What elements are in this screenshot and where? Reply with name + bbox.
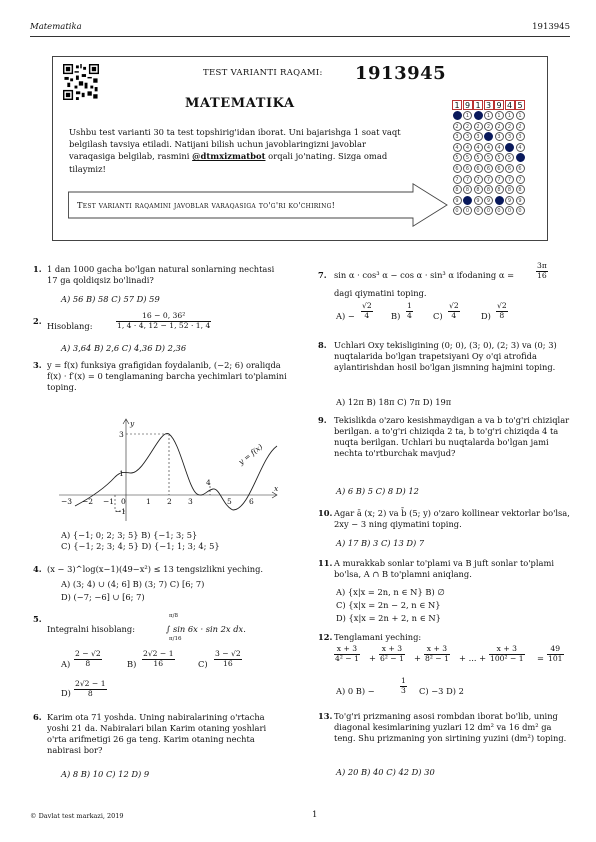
grid-bubble[interactable]: 1: [453, 111, 462, 120]
grid-bubble[interactable]: 2: [484, 122, 493, 131]
question-8: 8. Uchlari Oxy tekisligining (0; 0), (3; 0), (2; 3) va (0; 3) nuqtalarida bo'lgan trapetsiyani Oy o'qi atrofida aylantirishdan hosil bo'lgan jismning hajmini toping. A) 12π B) 18π C) 7π D) 19π: [318, 340, 574, 351]
q5-integral: ∫ sin 6x · sin 2x dx.: [166, 624, 246, 634]
graph-axis-x: x: [274, 484, 279, 493]
q13-text: To'g'ri prizmaning asosi rombdan iborat bo'lib, uning diagonal kesimlarining yuzlari 12 dm² va 16 dm² ga teng. Shu prizmaning yon sirtining yuzini (dm²) toping.: [334, 711, 567, 744]
graph-tick-x-5: 5: [227, 497, 232, 506]
grid-bubble[interactable]: 9: [505, 196, 514, 205]
grid-bubble[interactable]: 2: [453, 122, 462, 131]
grid-bubble[interactable]: 7: [505, 175, 514, 184]
q2-fraction: $\frac{\text{16 − 0, 36²}}{1, 4 \cdot 4, 12 - 1, 52 \cdot 1, 4}$: [117, 311, 211, 330]
grid-bubble[interactable]: 6: [505, 164, 514, 173]
header-subject: Matematika: [30, 22, 82, 32]
grid-bubble[interactable]: 3: [453, 132, 462, 141]
question-10: 10. Agar ā (x; 2) va b̄ (5; y) o'zaro kollinear vektorlar bo'lsa, 2xy − 3 ning qiymatini toping. A) 17 B) 3 C) 13 D) 7: [318, 508, 574, 519]
grid-bubble[interactable]: 5: [516, 153, 525, 162]
grid-bubble[interactable]: 4: [495, 143, 504, 152]
grid-bubble[interactable]: 6: [516, 164, 525, 173]
grid-bubble[interactable]: 6: [495, 164, 504, 173]
grid-bubble[interactable]: 1: [495, 111, 504, 120]
question-12: 12. Tenglamani yeching: $\frac{x + 3}{\text{4² − 1}}$ + $\frac{x + 3}{\text{6² − 1}}$ + $\frac{x + 3}{\text{8² − 1}}$ + ... + $\frac{x + 3}{\text{100² − 1}}$ = $\frac{49}{101}$ A) 0 B) − $\frac{1}{3}$ C) −3 D) 2: [318, 632, 563, 696]
grid-bubble[interactable]: 0: [484, 206, 493, 215]
grid-digit-header: 3: [484, 100, 494, 110]
question-5: 5. Integralni hisoblang: π/8 π/16 ∫ sin 6x · sin 2x dx.: [33, 613, 246, 642]
question-2: 2. Hisoblang: $\frac{\text{16 − 0, 36²}}{1, 4 \cdot 4, 12 - 1, 52 \cdot 1, 4}$ A) 3,64 B) 2,6 C) 4,36 D) 2,36: [33, 311, 211, 353]
subject-title: MATEMATIKA: [185, 96, 295, 111]
page-header: [30, 22, 570, 37]
grid-bubble[interactable]: 5: [453, 153, 462, 162]
grid-bubble[interactable]: 0: [453, 206, 462, 215]
graph-tick-y1: 1: [119, 469, 124, 478]
q1-options: A) 56 B) 58 C) 57 D) 59: [61, 294, 160, 304]
question-1: 1. 1 dan 1000 gacha bo'lgan natural sonlarning nechtasi 17 ga qoldiqsiz bo'linadi? A) 56 B) 58 C) 57 D) 59: [33, 264, 283, 275]
question-4: 4. (x − 3)^log(x−1)(49−x²) ≤ 13 tengsizlikni yeching. A) (3; 4) ∪ (4; 6] B) (3; 7) C) [6; 7) D) (−7; −6] ∪ [6; 7): [33, 564, 283, 575]
grid-bubble[interactable]: 1: [463, 111, 472, 120]
graph-tick-x-m1: −1: [103, 497, 115, 506]
grid-bubble[interactable]: 2: [505, 122, 514, 131]
grid-bubble[interactable]: 3: [474, 132, 483, 141]
grid-bubble[interactable]: 7: [516, 175, 525, 184]
grid-bubble[interactable]: 6: [484, 164, 493, 173]
variant-number: 1913945: [355, 63, 447, 84]
page-number: 1: [312, 810, 318, 820]
grid-bubble[interactable]: 0: [516, 206, 525, 215]
footer-copyright: © Davlat test markazi, 2019: [30, 812, 124, 820]
grid-bubble[interactable]: 4: [453, 143, 462, 152]
grid-bubble[interactable]: 2: [474, 122, 483, 131]
grid-bubble[interactable]: 7: [474, 175, 483, 184]
grid-bubble[interactable]: 8: [463, 185, 472, 194]
grid-bubble[interactable]: 4: [505, 143, 514, 152]
graph-tick-x-2: 2: [167, 497, 172, 506]
grid-bubble[interactable]: 9: [453, 196, 462, 205]
q5-options: A) $\frac{2 - √2}{8}$ B) $\frac{2√2 - 1}{16}$ C) $\frac{3 - √2}{16}$ D) $\frac{2√2 - 1}{8}$: [61, 649, 241, 698]
grid-bubble[interactable]: 5: [474, 153, 483, 162]
q3-options: A) {−1; 0; 2; 3; 5} B) {−1; 3; 5} C) {−1; 2; 3; 4; 5} D) {−1; 1; 3; 4; 5}: [61, 530, 220, 552]
grid-bubble[interactable]: 4: [516, 143, 525, 152]
question-9: 9. Tekislikda o'zaro kesishmaydigan a va b to'g'ri chiziqlar berilgan. a to'g'ri chiziqda 2 ta, b to'g'ri chiziqda 4 ta nuqta berilgan. Uchlari bu nuqtalarda bo'lgan jami nechta to'rtburchak mavjud? A) 6 B) 5 C) 8 D) 12: [318, 415, 574, 426]
arrow-instruction: Test varianti raqamini javoblar varaqasiga to'g'ri ko'chiring!: [77, 200, 336, 210]
grid-bubble[interactable]: 3: [516, 132, 525, 141]
intro-text: Ushbu test varianti 30 ta test topshirig'idan iborat. Uni bajarishga 1 soat vaqt belgilash tavsiya etiladi. Natijani bilish uchun javoblaringizni javoblar varaqasiga belgilab, rasmini @dtmxizmatbot orqali jo'nating. Sizga omad tilaymiz!: [69, 127, 401, 174]
grid-bubble[interactable]: 3: [484, 132, 493, 141]
question-13: 13. To'g'ri prizmaning asosi rombdan iborat bo'lib, uning diagonal kesimlarining yuzlari 12 dm² va 16 dm² ga teng. Shu prizmaning yon sirtining yuzini (dm²) toping. A) 20 B) 40 C) 42 D) 30: [318, 711, 574, 722]
graph-tick-y3: 3: [119, 430, 124, 439]
grid-digit-header: 9: [494, 100, 504, 110]
q9-text: Tekislikda o'zaro kesishmaydigan a va b to'g'ri chiziqlar berilgan. a to'g'ri chiziqda 2 ta, b to'g'ri chiziqda 4 ta nuqta berilgan. Uchlari bu nuqtalarda bo'lgan jami nechta to'rtburchak mavjud?: [334, 415, 570, 459]
header-variant: 1913945: [532, 22, 570, 32]
graph-tick-x-0: 0: [121, 497, 126, 506]
grid-digit-header: 5: [515, 100, 525, 110]
q2-options: A) 3,64 B) 2,6 C) 4,36 D) 2,36: [61, 343, 187, 353]
q1-text: 1 dan 1000 gacha bo'lgan natural sonlarning nechtasi 17 ga qoldiqsiz bo'linadi?: [47, 264, 275, 286]
graph-tick-x-6: 6: [249, 497, 254, 506]
grid-bubble[interactable]: 1: [516, 111, 525, 120]
q6-text: Karim ota 71 yoshda. Uning nabiralarining o'rtacha yoshi 21 da. Nabiralari bilan Karim otaning yoshlari o'rta arifmetigi 26 ga teng. Karim otaning nechta nabirasi bor?: [47, 712, 267, 756]
grid-bubble[interactable]: 3: [463, 132, 472, 141]
grid-bubble[interactable]: 5: [484, 153, 493, 162]
graph-curve-label: y = f(x): [236, 442, 265, 467]
grid-bubble[interactable]: 7: [495, 175, 504, 184]
grid-bubble[interactable]: 5: [463, 153, 472, 162]
graph-tick-x-m2: −2: [82, 497, 94, 506]
grid-bubble[interactable]: 9: [474, 196, 483, 205]
grid-bubble[interactable]: 8: [495, 185, 504, 194]
q4-text: (x − 3)^log(x−1)(49−x²) ≤ 13 tengsizlikni yeching.: [47, 564, 264, 574]
grid-bubble[interactable]: 8: [516, 185, 525, 194]
grid-bubble[interactable]: 7: [463, 175, 472, 184]
grid-bubble[interactable]: 1: [484, 111, 493, 120]
grid-bubble[interactable]: 7: [453, 175, 462, 184]
q7-options: A) − $\frac{√2}{4}$ B) $\frac{1}{4}$ C) $\frac{√2}{4}$ D) $\frac{√2}{8}$: [336, 301, 507, 321]
telegram-handle: @dtmxizmatbot: [192, 151, 266, 162]
grid-bubble[interactable]: 1: [505, 111, 514, 120]
grid-bubble[interactable]: 8: [474, 185, 483, 194]
q10-text: Agar ā (x; 2) va b̄ (5; y) o'zaro kollinear vektorlar bo'lsa, 2xy − 3 ning qiymatini toping.: [334, 508, 570, 530]
grid-bubble[interactable]: 9: [495, 196, 504, 205]
grid-bubble[interactable]: 4: [484, 143, 493, 152]
grid-bubble[interactable]: 8: [505, 185, 514, 194]
variant-label: TEST VARIANTI RAQAMI:: [203, 68, 323, 78]
grid-bubble[interactable]: 6: [463, 164, 472, 173]
grid-bubble[interactable]: 1: [474, 111, 483, 120]
grid-bubble[interactable]: 4: [463, 143, 472, 152]
question-3: 3. y = f(x) funksiya grafigidan foydalanib, (−2; 6) oraliqda f(x) · f′(x) = 0 tenglamaning barcha yechimlari to'plamini toping.: [33, 360, 287, 393]
graph-tick-ym1: −1: [115, 507, 127, 516]
grid-bubble[interactable]: 2: [495, 122, 504, 131]
graph-tick-x-3: 3: [188, 497, 193, 506]
graph-axis-y: y: [130, 419, 135, 428]
grid-bubble[interactable]: 9: [463, 196, 472, 205]
q3-function-graph: [55, 418, 285, 523]
q11-text: A murakkab sonlar to'plami va B juft sonlar to'plami bo'lsa, A ∩ B to'plamni aniqlang.: [334, 558, 554, 580]
graph-tick-x-m3: −3: [61, 497, 73, 506]
grid-digit-header: 4: [505, 100, 515, 110]
variant-box: [52, 56, 548, 241]
grid-digit-header: 1: [452, 100, 462, 110]
grid-bubble[interactable]: 2: [516, 122, 525, 131]
qr-code-icon: [63, 64, 99, 100]
grid-bubble[interactable]: 7: [484, 175, 493, 184]
grid-bubble[interactable]: 3: [495, 132, 504, 141]
grid-bubble[interactable]: 0: [495, 206, 504, 215]
grid-bubble[interactable]: 9: [516, 196, 525, 205]
grid-bubble[interactable]: 4: [474, 143, 483, 152]
question-6: 6. Karim ota 71 yoshda. Uning nabiralarining o'rtacha yoshi 21 da. Nabiralari bilan Karim otaning yoshlari o'rta arifmetigi 26 ga teng. Karim otaning nechta nabirasi bor? A) 8 B) 10 C) 12 D) 9: [33, 712, 283, 723]
grid-bubble[interactable]: 9: [484, 196, 493, 205]
grid-bubble[interactable]: 6: [453, 164, 462, 173]
grid-digit-header: 9: [463, 100, 473, 110]
grid-bubble[interactable]: 3: [505, 132, 514, 141]
grid-bubble[interactable]: 0: [505, 206, 514, 215]
q8-text: Uchlari Oxy tekisligining (0; 0), (3; 0), (2; 3) va (0; 3) nuqtalarida bo'lgan trapetsiyani Oy o'qi atrofida aylantirishdan hosil bo'lgan jismning hajmini toping.: [334, 340, 557, 373]
grid-bubble[interactable]: 0: [463, 206, 472, 215]
graph-mark-4: 4: [206, 478, 211, 487]
grid-bubble[interactable]: 5: [495, 153, 504, 162]
grid-bubble[interactable]: 8: [453, 185, 462, 194]
grid-bubble[interactable]: 6: [474, 164, 483, 173]
grid-digit-header: 1: [473, 100, 483, 110]
grid-bubble[interactable]: 2: [463, 122, 472, 131]
grid-bubble[interactable]: 8: [484, 185, 493, 194]
graph-tick-x-1: 1: [146, 497, 151, 506]
grid-bubble[interactable]: 0: [474, 206, 483, 215]
question-11: 11. A murakkab sonlar to'plami va B juft sonlar to'plami bo'lsa, A ∩ B to'plamni aniqlang. A) {x|x = 2n, n ∈ N} B) ∅ C) {x|x = 2n − 2, n ∈ N} D) {x|x = 2n + 2, n ∈ N}: [318, 558, 574, 569]
grid-bubble[interactable]: 5: [505, 153, 514, 162]
q3-text: y = f(x) funksiya grafigidan foydalanib, (−2; 6) oraliqda f(x) · f′(x) = 0 tenglamaning barcha yechimlari to'plamini toping.: [47, 360, 287, 393]
question-7: 7. sin α · cos³ α − cos α · sin³ α ifodaning α = $\frac{3\pi}{16}$ dagi qiymatini toping.: [318, 261, 547, 298]
